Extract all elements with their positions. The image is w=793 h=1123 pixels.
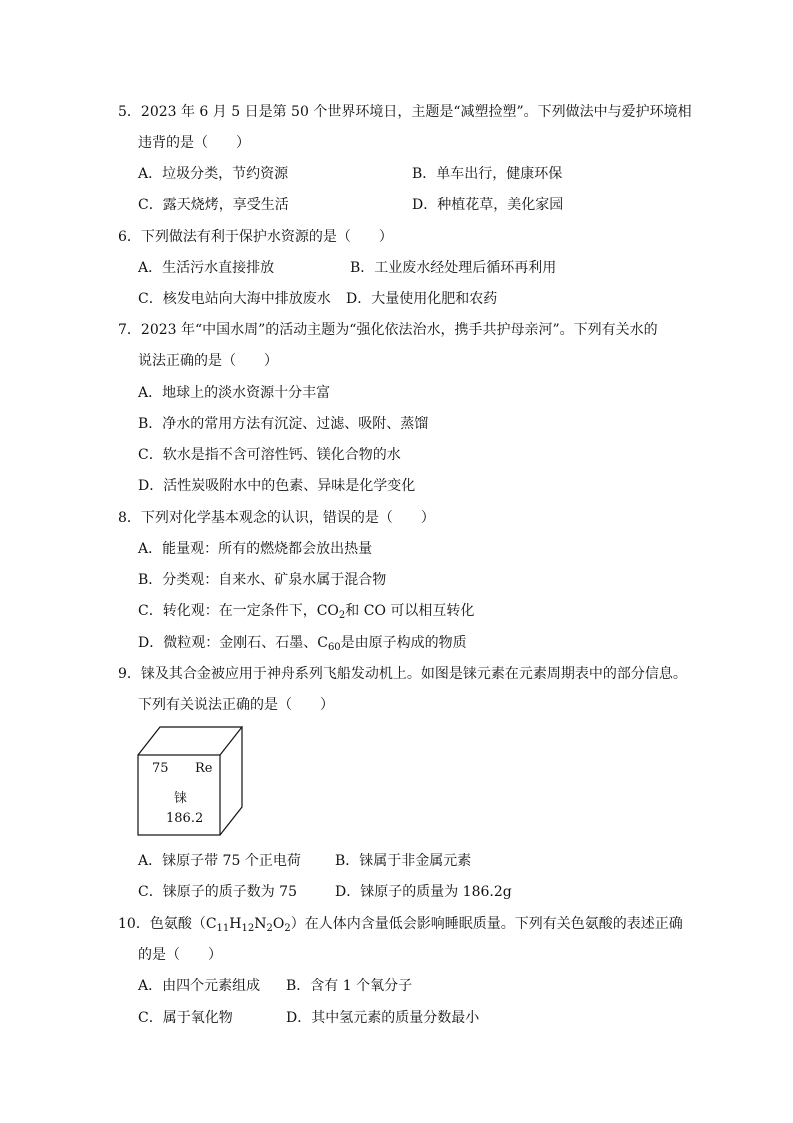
q10-stem-line2: 的是（ ） — [138, 947, 222, 963]
element-atomic-number: 75 — [152, 761, 169, 776]
element-atomic-mass: 186.2 — [166, 811, 204, 826]
q10-option-b: B．含有 1 个氧分子 — [286, 978, 413, 994]
q6-stem: 6．下列做法有利于保护水资源的是（ ） — [118, 229, 393, 245]
q5-option-a: A．垃圾分类，节约资源 — [138, 166, 289, 182]
q9-option-b: B．铼属于非金属元素 — [335, 853, 472, 869]
q8-option-d: D．微粒观：金刚石、石墨、$C_{60}$是由原子构成的物质 — [138, 635, 467, 653]
q7-option-b: B．净水的常用方法有沉淀、过滤、吸附、蒸馏 — [138, 416, 429, 432]
q8-option-c: C．转化观：在一定条件下，$CO_2$和 CO 可以相互转化 — [138, 603, 475, 621]
q8-stem: 8．下列对化学基本观念的认识，错误的是（ ） — [118, 510, 435, 526]
q6-option-b: B．工业废水经处理后循环再利用 — [350, 260, 557, 276]
q7-stem-line2: 说法正确的是（ ） — [138, 353, 278, 369]
q6-option-a: A．生活污水直接排放 — [138, 260, 275, 276]
q7-option-c: C．软水是指不含可溶性钙、镁化合物的水 — [138, 447, 401, 463]
q5-option-d: D．种植花草，美化家园 — [412, 197, 564, 213]
q7-option-a: A．地球上的淡水资源十分丰富 — [138, 385, 331, 401]
q6-option-c: C．核发电站向大海中排放废水 — [138, 291, 331, 307]
q7-stem-line1: 7．2023 年“中国水周”的活动主题为“强化依法治水，携手共护母亲河”。下列有关水的 — [118, 322, 658, 338]
q9-option-c: C．铼原子的质子数为 75 — [138, 884, 297, 900]
q10-stem-line1: 10．色氨酸$(C_{11}H_{12}N_2O_2)$在人体内含量低会影响睡眠质量。下列有关色氨酸的表述正确 — [118, 916, 683, 934]
q6-option-d: D．大量使用化肥和农药 — [346, 291, 498, 307]
rhenium-element-card — [130, 725, 250, 840]
q10-option-d: D．其中氢元素的质量分数最小 — [286, 1010, 480, 1026]
q5-option-b: B．单车出行，健康环保 — [412, 166, 563, 182]
q9-option-d: D．铼原子的质量为 186.2g — [335, 884, 512, 900]
q9-stem-line1: 9．铼及其合金被应用于神舟系列飞船发动机上。如图是铼元素在元素周期表中的部分信息。 — [118, 666, 687, 682]
q5-stem-line2: 违背的是（ ） — [138, 135, 250, 151]
element-symbol: Re — [195, 761, 213, 776]
q10-option-c: C．属于氧化物 — [138, 1010, 233, 1026]
q10-option-a: A．由四个元素组成 — [138, 978, 261, 994]
q9-option-a: A．铼原子带 75 个正电荷 — [138, 853, 301, 869]
q8-option-b: B．分类观：自来水、矿泉水属于混合物 — [138, 572, 387, 588]
q9-stem-line2: 下列有关说法正确的是（ ） — [138, 697, 334, 713]
q7-option-d: D．活性炭吸附水中的色素、异味是化学变化 — [138, 478, 416, 494]
q5-stem-line1: 5．2023 年 6 月 5 日是第 50 个世界环境日，主题是“减塑捡塑”。下列做法中与爱护环境相 — [118, 104, 692, 120]
q8-option-a: A．能量观：所有的燃烧都会放出热量 — [138, 541, 373, 557]
q5-option-c: C．露天烧烤，享受生活 — [138, 197, 289, 213]
element-name: 铼 — [174, 791, 188, 806]
